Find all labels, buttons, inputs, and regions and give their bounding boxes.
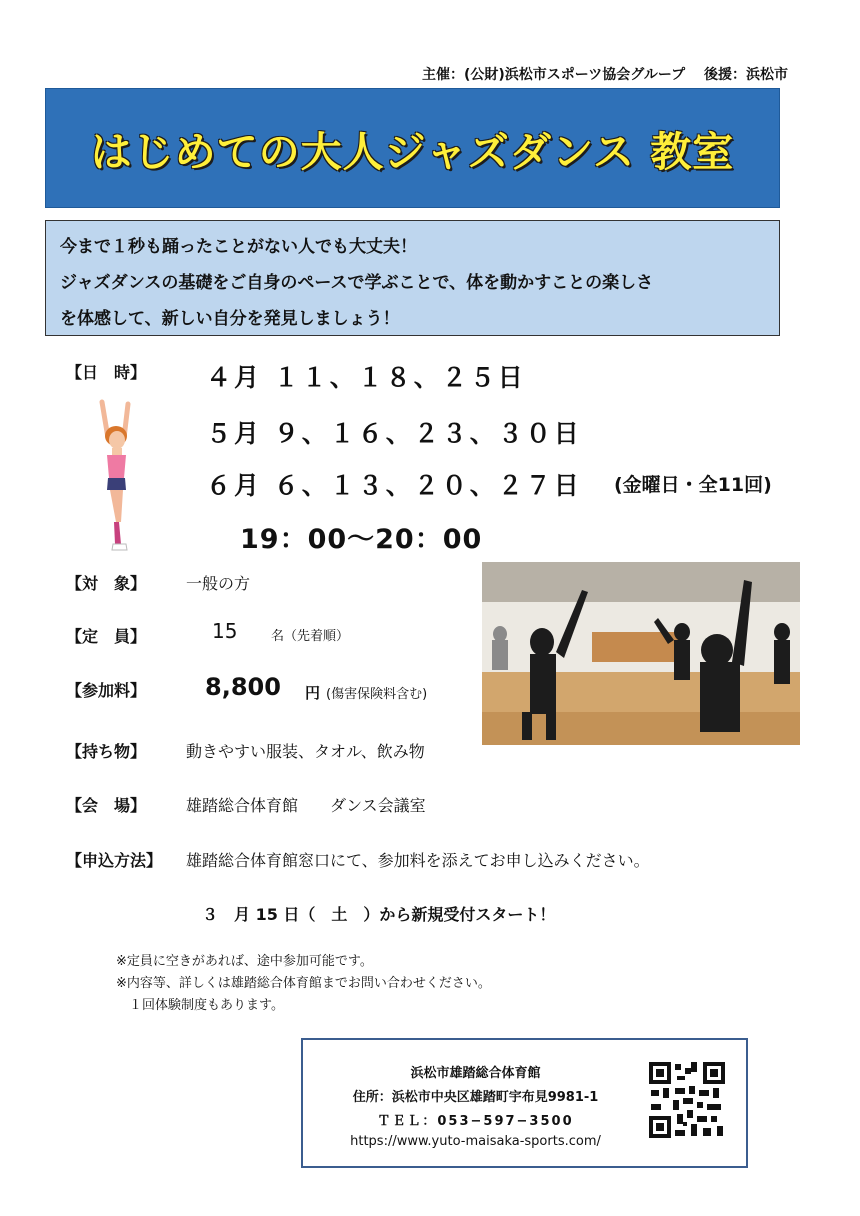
schedule-time: 19：00〜20：00 bbox=[240, 524, 483, 555]
fee-label: 【参加料】 bbox=[66, 681, 147, 700]
target-value: 一般の方 bbox=[186, 574, 251, 593]
schedule-date-april: ４月 １１、１８、２５日 bbox=[206, 363, 526, 392]
fee-unit: 円 bbox=[305, 684, 321, 702]
intro-line: 今まで１秒も踊ったことがない人でも大丈夫！ bbox=[60, 237, 417, 257]
dancer-illustration bbox=[88, 398, 146, 554]
dance-class-photo bbox=[482, 562, 800, 745]
schedule-date-may: ５月 ９、１６、２３、３０日 bbox=[206, 419, 582, 448]
schedule-date-june: ６月 ６、１３、２０、２７日 bbox=[206, 471, 582, 500]
venue-value: 雄踏総合体育館 ダンス会議室 bbox=[186, 796, 426, 815]
items-label: 【持ち物】 bbox=[66, 742, 147, 761]
schedule-label: 【日 時】 bbox=[66, 363, 147, 382]
fee-note: (傷害保険料含む) bbox=[326, 687, 428, 702]
capacity-number: 15 bbox=[212, 619, 238, 643]
page-title: はじめての大人ジャズダンス 教室 bbox=[90, 127, 735, 176]
title-banner bbox=[45, 88, 780, 208]
intro-line: ジャズダンスの基礎をご自身のペースで学ぶことで、体を動かすことの楽しさ bbox=[60, 273, 654, 293]
schedule-note: (金曜日・全11回) bbox=[614, 474, 772, 496]
note-line: ※内容等、詳しくは雄踏総合体育館までお問い合わせください。 bbox=[116, 976, 491, 991]
note-line: ※定員に空きがあれば、途中参加可能です。 bbox=[116, 954, 373, 969]
notes bbox=[116, 951, 491, 1017]
items-value: 動きやすい服装、タオル、飲み物 bbox=[186, 742, 425, 761]
capacity-label: 【定 員】 bbox=[66, 627, 147, 646]
fee-amount: 8,800 bbox=[205, 673, 281, 701]
sponsor-line: 主催：(公財)浜松市スポーツ協会グループ 後援：浜松市 bbox=[422, 67, 788, 83]
intro-box bbox=[45, 220, 780, 336]
apply-label: 【申込方法】 bbox=[66, 851, 163, 870]
qr-code-icon bbox=[647, 1060, 727, 1140]
contact-name: 浜松市雄踏総合体育館 bbox=[410, 1066, 541, 1081]
venue-label: 【会 場】 bbox=[66, 796, 147, 815]
contact-box bbox=[301, 1038, 748, 1168]
start-notice: ３ 月 15 日（ 土 ）から新規受付スタート！ bbox=[202, 905, 556, 924]
contact-tel: ＴＥＬ：053−597−3500 bbox=[377, 1114, 574, 1129]
contact-url[interactable]: https://www.yuto-maisaka-sports.com/ bbox=[350, 1134, 601, 1149]
note-line: １回体験制度もあります。 bbox=[116, 998, 284, 1013]
capacity-unit: 名（先着順） bbox=[271, 629, 350, 644]
target-label: 【対 象】 bbox=[66, 574, 147, 593]
contact-address: 住所：浜松市中央区雄踏町宇布見9981-1 bbox=[352, 1090, 599, 1105]
intro-line: を体感して、新しい自分を発見しましょう！ bbox=[60, 309, 400, 329]
apply-value: 雄踏総合体育館窓口にて、参加料を添えてお申し込みください。 bbox=[186, 851, 650, 870]
